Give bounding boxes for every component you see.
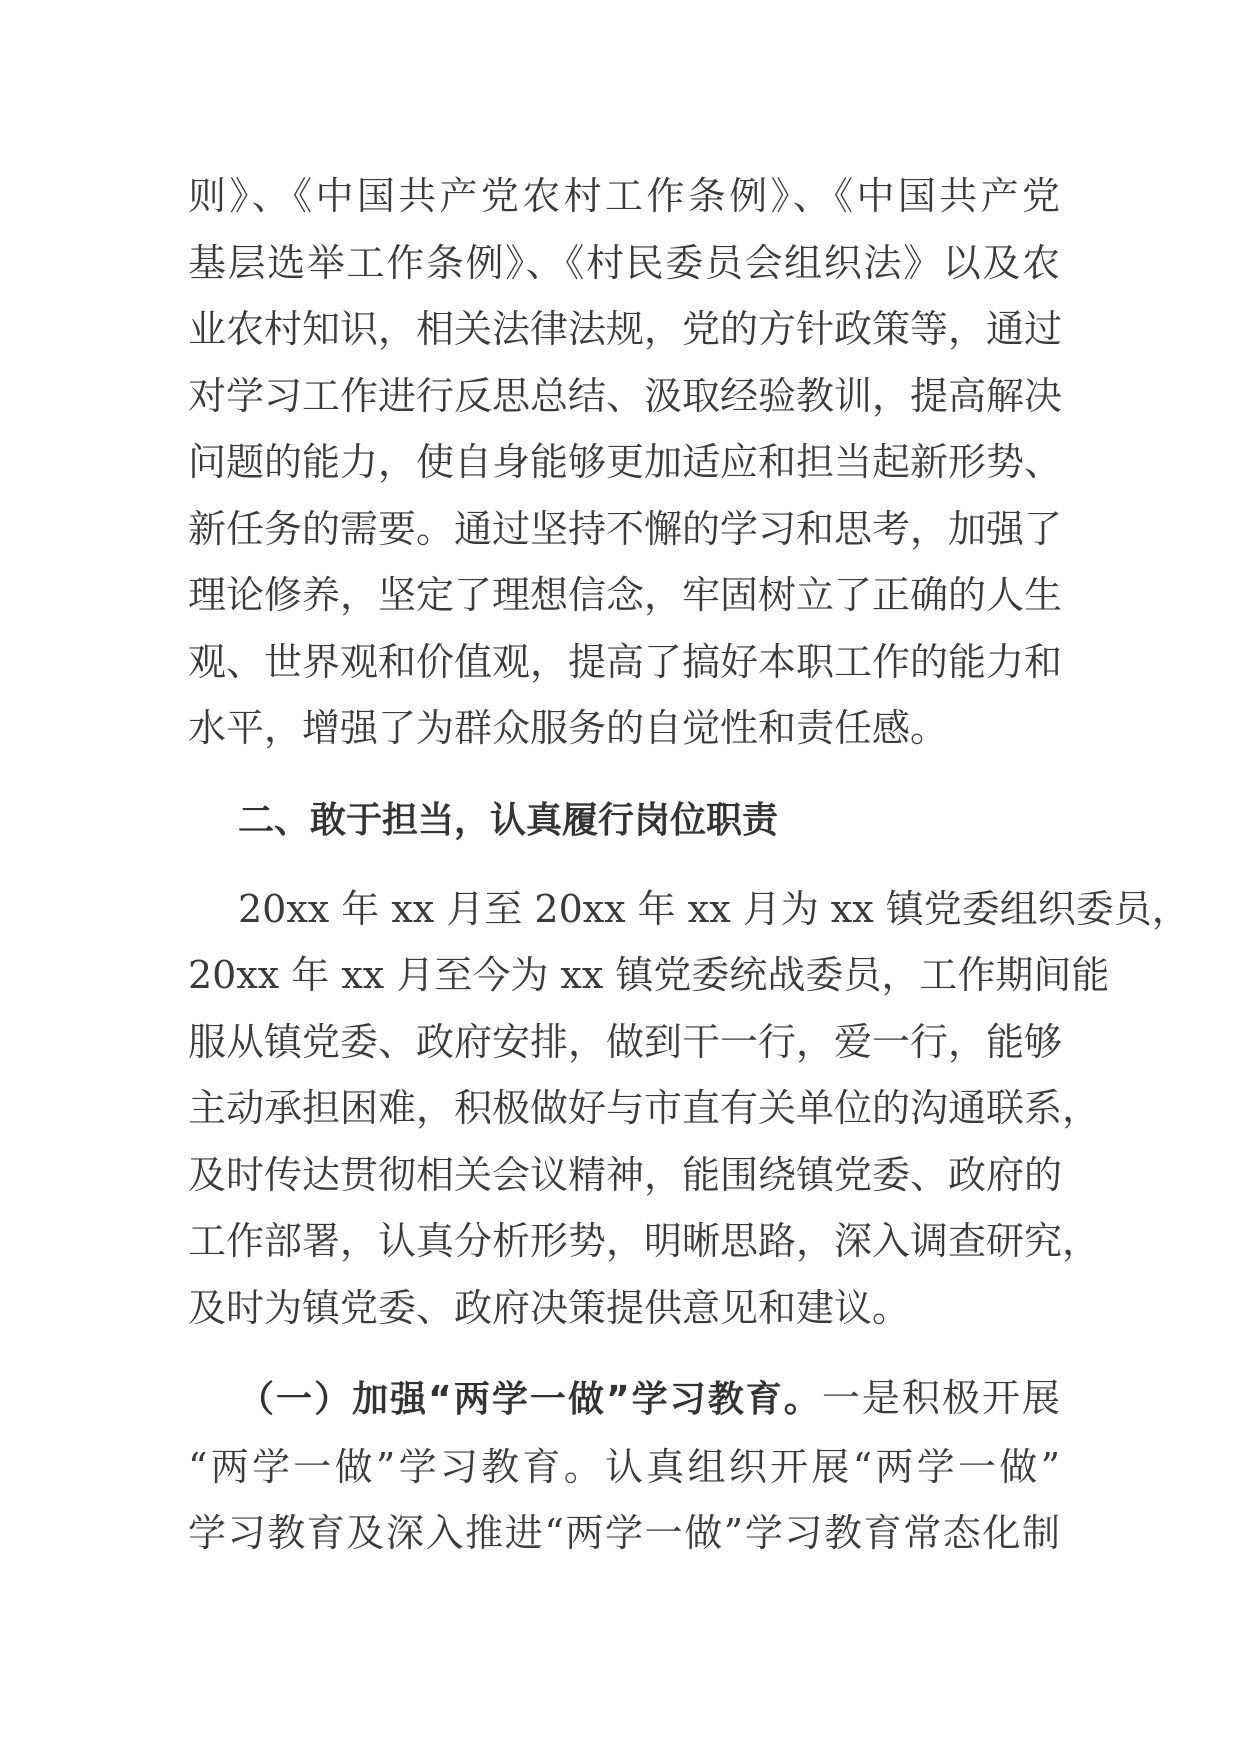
text-line (188, 1365, 1060, 1434)
text-line: 则》、《中国共产党农村工作条例》、《中国共产党 (188, 174, 1060, 218)
text-line: 主动承担困难，积极做好与市直有关单位的沟通联系， (188, 1086, 1101, 1130)
text-line: 20xx 年 xx 月至今为 xx 镇党委统战委员，工作期间能 (188, 953, 1110, 997)
text-line: 水平，增强了为群众服务的自觉性和责任感。 (188, 706, 949, 750)
paragraph-two-learn-one-do (188, 1365, 1060, 1567)
text-run: 一是积极开展 (821, 1376, 1060, 1420)
text-line: 及时为镇党委、政府决策提供意见和建议。 (188, 1285, 911, 1330)
text-line: 业农村知识，相关法律法规，党的方针政策等，通过 (188, 307, 1063, 351)
text-line: 问题的能力，使自身能够更加适应和担当起新形势、 (188, 440, 1063, 484)
text-line: 20xx 年 xx 月至 20xx 年 xx 月为 xx 镇党委组织委员， (238, 886, 1190, 931)
text-line: 服从镇党委、政府安排，做到干一行，爱一行，能够 (188, 1019, 1063, 1064)
document-body (188, 163, 1190, 1567)
text-line: 学习教育及深入推进“两学一做”学习教育常态化制 (188, 1511, 1060, 1555)
text-line: 及时传达贯彻相关会议精神，能围绕镇党委、政府的 (188, 1152, 1063, 1197)
paragraph-study (188, 163, 1063, 762)
text-line: 对学习工作进行反思总结、汲取经验教训，提高解决 (188, 373, 1063, 418)
text-line: 理论修养，坚定了理想信念，牢固树立了正确的人生 (188, 573, 1063, 617)
text-line: 基层选举工作条例》、《村民委员会组织法》以及农 (188, 240, 1060, 285)
section-heading: 二、敢于担当，认真履行岗位职责 (238, 799, 779, 841)
text-line: “两学一做”学习教育。认真组织开展“两学一做” (188, 1444, 1060, 1489)
text-line: 工作部署，认真分析形势，明晰思路，深入调查研究， (188, 1219, 1101, 1263)
text-line: 观、世界观和价值观，提高了搞好本职工作的能力和 (188, 639, 1063, 684)
paragraph-spacer (188, 1341, 1060, 1365)
subsection-title: （一）加强“两学一做”学习教育。 (238, 1379, 822, 1420)
paragraph-duties (188, 876, 1190, 1342)
text-line: 新任务的需要。通过坚持不懈的学习和思考，加强了 (188, 506, 1063, 551)
